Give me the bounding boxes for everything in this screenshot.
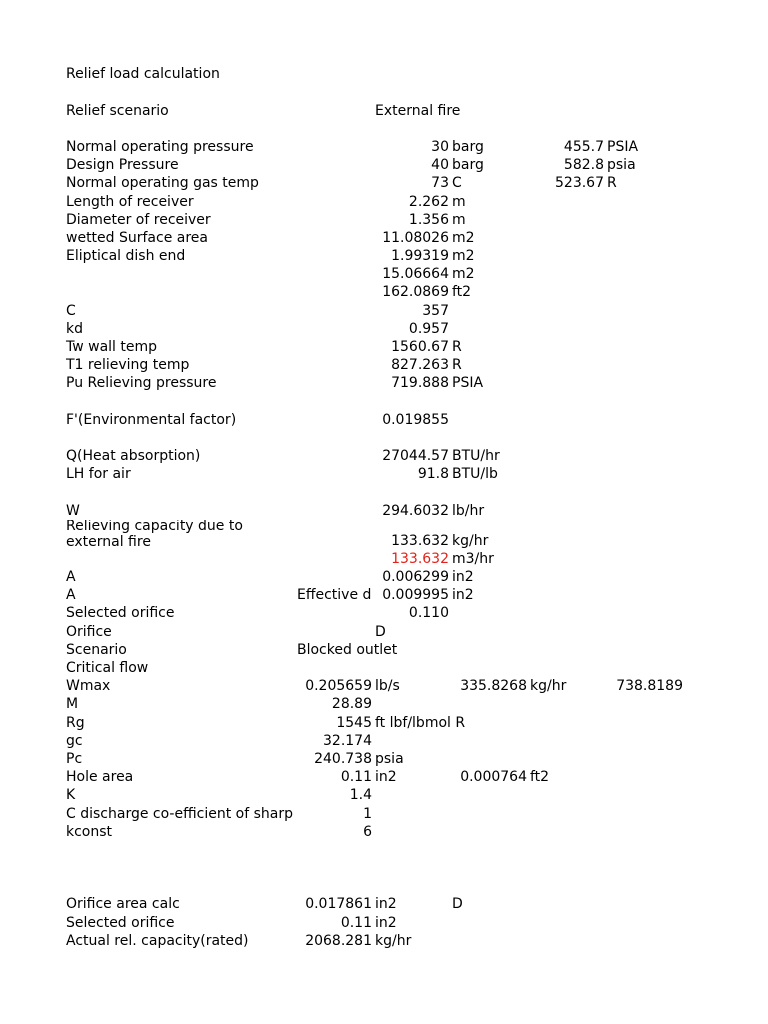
gas-temp-r-unit: R — [607, 175, 617, 192]
a-effective-row — [64, 586, 684, 604]
selected-orifice-area-label: Selected orifice — [66, 914, 175, 931]
a-row — [64, 568, 684, 586]
diameter-of-receiver-row — [64, 211, 684, 229]
title-row — [64, 65, 684, 83]
sheet-title: Relief load calculation — [66, 66, 220, 83]
kd-row — [64, 320, 684, 338]
tw-wall-temp-row — [64, 338, 684, 356]
lh-for-air-value: 91.8 — [417, 466, 449, 483]
kd-value: 0.957 — [408, 320, 449, 337]
normal-operating-pressure-row — [64, 138, 684, 156]
discharge-coefficient-row — [64, 804, 684, 822]
discharge-coefficient-label: C discharge co-efficient of sharp — [66, 805, 293, 822]
eliptical-dish-end-value: 1.99319 — [391, 248, 449, 265]
relieving-capacity-row — [64, 520, 684, 550]
c-value: 357 — [422, 302, 449, 319]
eliptical-dish-end-row — [64, 247, 684, 265]
a-effective-unit: in2 — [452, 587, 474, 604]
total-area-ft2-unit: ft2 — [452, 284, 472, 301]
wmax-lb-s-unit: lb/s — [375, 678, 400, 695]
design-pressure-row — [64, 156, 684, 174]
wetted-surface-area-row — [64, 229, 684, 247]
discharge-coefficient-value: 1 — [363, 805, 372, 822]
t1-relieving-temp-row — [64, 356, 684, 374]
rg-value: 1545 — [336, 714, 372, 731]
a-value: 0.006299 — [382, 569, 449, 586]
relief-scenario-value: External fire — [375, 102, 461, 119]
heat-absorption-label: Q(Heat absorption) — [66, 448, 201, 465]
selected-orifice-label: Selected orifice — [66, 605, 175, 622]
design-pressure-psia-value: 582.8 — [563, 157, 604, 174]
wmax-label: Wmax — [66, 678, 111, 695]
hole-area-ft2-unit: ft2 — [530, 769, 550, 786]
gas-temp-label: Normal operating gas temp — [66, 175, 259, 192]
lh-for-air-unit: BTU/lb — [452, 466, 498, 483]
a-unit: in2 — [452, 569, 474, 586]
a-effective-label: A — [66, 587, 76, 604]
t1-relieving-temp-unit: R — [452, 357, 462, 374]
environmental-factor-value: 0.019855 — [382, 411, 449, 428]
orifice-label: Orifice — [66, 623, 112, 640]
hole-area-in2-value: 0.11 — [340, 769, 372, 786]
kd-label: kd — [66, 320, 83, 337]
wmax-kg-hr-unit: kg/hr — [530, 678, 567, 695]
blank-row — [64, 83, 684, 101]
pc-row — [64, 750, 684, 768]
actual-relieving-capacity-row — [64, 932, 684, 950]
blank-row — [64, 120, 684, 138]
diameter-of-receiver-unit: m — [452, 211, 466, 228]
selected-orifice-row — [64, 604, 684, 622]
relieving-capacity-m3-hr-unit: m3/hr — [452, 550, 494, 567]
hole-area-label: Hole area — [66, 769, 134, 786]
k-row — [64, 786, 684, 804]
pc-unit: psia — [375, 750, 404, 767]
lh-for-air-row — [64, 465, 684, 483]
normal-operating-pressure-psia-value: 455.7 — [563, 138, 604, 155]
environmental-factor-label: F'(Environmental factor) — [66, 411, 237, 428]
orifice-value: D — [375, 623, 386, 640]
length-of-receiver-unit: m — [452, 193, 466, 210]
total-area-ft2-row — [64, 283, 684, 301]
a-effective-value: 0.009995 — [382, 587, 449, 604]
m-row — [64, 695, 684, 713]
total-area-m2-value: 15.06664 — [382, 266, 449, 283]
relief-scenario-label: Relief scenario — [66, 102, 169, 119]
orifice-row — [64, 622, 684, 640]
a-label: A — [66, 569, 76, 586]
diameter-of-receiver-value: 1.356 — [408, 211, 449, 228]
diameter-of-receiver-label: Diameter of receiver — [66, 211, 211, 228]
rg-label: Rg — [66, 714, 85, 731]
normal-operating-pressure-label: Normal operating pressure — [66, 138, 254, 155]
length-of-receiver-row — [64, 192, 684, 210]
eliptical-dish-end-label: Eliptical dish end — [66, 248, 186, 265]
relieving-capacity-m3-hr-row — [64, 550, 684, 568]
effective-d-label: Effective d — [297, 587, 372, 604]
relieving-capacity-label-line-1: Relieving capacity due to — [66, 519, 243, 534]
blank-row — [64, 429, 684, 447]
pc-value: 240.738 — [314, 750, 372, 767]
spreadsheet-page — [64, 65, 684, 950]
tw-wall-temp-unit: R — [452, 339, 462, 355]
wetted-surface-area-value: 11.08026 — [382, 229, 449, 246]
relieving-capacity-kg-hr-value: 133.632 — [391, 532, 449, 549]
hole-area-row — [64, 768, 684, 786]
scenario-row — [64, 641, 684, 659]
kconst-row — [64, 823, 684, 841]
k-label: K — [66, 787, 76, 804]
gas-temp-c-value: 73 — [431, 175, 449, 192]
t1-relieving-temp-value: 827.263 — [391, 357, 449, 374]
eliptical-dish-end-unit: m2 — [452, 248, 475, 265]
selected-orifice-area-row — [64, 913, 684, 931]
pu-relieving-pressure-row — [64, 374, 684, 392]
relieving-capacity-m3-hr-value: 133.632 — [391, 550, 449, 567]
total-area-m2-row — [64, 265, 684, 283]
actual-relieving-capacity-unit: kg/hr — [375, 932, 412, 949]
critical-flow-row — [64, 659, 684, 677]
m-label: M — [66, 696, 79, 713]
rg-row — [64, 713, 684, 731]
pc-label: Pc — [66, 750, 83, 767]
hole-area-ft2-value: 0.000764 — [460, 769, 527, 786]
tw-wall-temp-label: Tw wall temp — [66, 339, 158, 355]
total-area-m2-unit: m2 — [452, 266, 475, 283]
wmax-lb-s-value: 0.205659 — [305, 678, 372, 695]
m-value: 28.89 — [331, 696, 372, 713]
wetted-surface-area-unit: m2 — [452, 229, 475, 246]
length-of-receiver-label: Length of receiver — [66, 193, 194, 210]
orifice-area-calc-label: Orifice area calc — [66, 896, 180, 913]
blank-row — [64, 841, 684, 859]
lh-for-air-label: LH for air — [66, 466, 131, 483]
pu-relieving-pressure-unit: PSIA — [452, 375, 484, 392]
gc-row — [64, 732, 684, 750]
gas-temp-r-value: 523.67 — [555, 175, 604, 192]
tw-wall-temp-value: 1560.67 — [391, 339, 449, 355]
relief-scenario-row — [64, 101, 684, 119]
design-pressure-label: Design Pressure — [66, 157, 179, 174]
heat-absorption-value: 27044.57 — [382, 448, 449, 465]
wmax-row — [64, 677, 684, 695]
blank-row — [64, 859, 684, 877]
gc-value: 32.174 — [323, 732, 372, 749]
wmax-kg-hr-value: 335.8268 — [460, 678, 527, 695]
orifice-area-calc-orifice: D — [452, 896, 463, 913]
selected-orifice-value: 0.110 — [408, 605, 449, 622]
total-area-ft2-value: 162.0869 — [382, 284, 449, 301]
c-label: C — [66, 302, 76, 319]
w-row — [64, 502, 684, 520]
kconst-value: 6 — [363, 823, 372, 840]
kconst-label: kconst — [66, 823, 113, 840]
selected-orifice-area-value: 0.11 — [340, 914, 372, 931]
relieving-capacity-label — [64, 520, 295, 550]
w-value: 294.6032 — [382, 502, 449, 519]
rg-unit: ft lbf/lbmol R — [375, 714, 466, 731]
design-pressure-barg-unit: barg — [452, 157, 484, 174]
gas-temp-c-unit: C — [452, 175, 462, 192]
pu-relieving-pressure-value: 719.888 — [391, 375, 449, 392]
actual-relieving-capacity-label: Actual rel. capacity(rated) — [66, 932, 249, 949]
length-of-receiver-value: 2.262 — [408, 193, 449, 210]
orifice-area-calc-value: 0.017861 — [305, 896, 372, 913]
actual-relieving-capacity-value: 2068.281 — [305, 932, 372, 949]
k-value: 1.4 — [349, 787, 372, 804]
blank-row — [64, 392, 684, 410]
scenario-label: Scenario — [66, 641, 127, 658]
normal-operating-pressure-barg-value: 30 — [431, 138, 449, 155]
normal-operating-pressure-barg-unit: barg — [452, 138, 484, 155]
selected-orifice-area-unit: in2 — [375, 914, 397, 931]
c-row — [64, 301, 684, 319]
w-label: W — [66, 502, 80, 519]
blank-row — [64, 483, 684, 501]
orifice-area-calc-row — [64, 895, 684, 913]
wetted-surface-area-label: wetted Surface area — [66, 229, 208, 246]
orifice-area-calc-unit: in2 — [375, 896, 397, 913]
heat-absorption-row — [64, 447, 684, 465]
w-unit: lb/hr — [452, 502, 485, 519]
wmax-extra-value: 738.8189 — [616, 678, 683, 695]
environmental-factor-row — [64, 411, 684, 429]
normal-operating-pressure-psia-unit: PSIA — [607, 138, 639, 155]
t1-relieving-temp-label: T1 relieving temp — [66, 357, 190, 374]
gas-temp-row — [64, 174, 684, 192]
hole-area-in2-unit: in2 — [375, 769, 397, 786]
scenario-value: Blocked outlet — [297, 641, 398, 658]
heat-absorption-unit: BTU/hr — [452, 448, 500, 465]
gc-label: gc — [66, 732, 83, 749]
design-pressure-barg-value: 40 — [431, 157, 449, 174]
pu-relieving-pressure-label: Pu Relieving pressure — [66, 375, 217, 392]
design-pressure-psia-unit: psia — [607, 157, 636, 174]
relieving-capacity-label-line-2: external fire — [66, 533, 151, 550]
blank-row — [64, 877, 684, 895]
critical-flow-heading: Critical flow — [66, 660, 149, 676]
relieving-capacity-kg-hr-unit: kg/hr — [452, 532, 489, 549]
